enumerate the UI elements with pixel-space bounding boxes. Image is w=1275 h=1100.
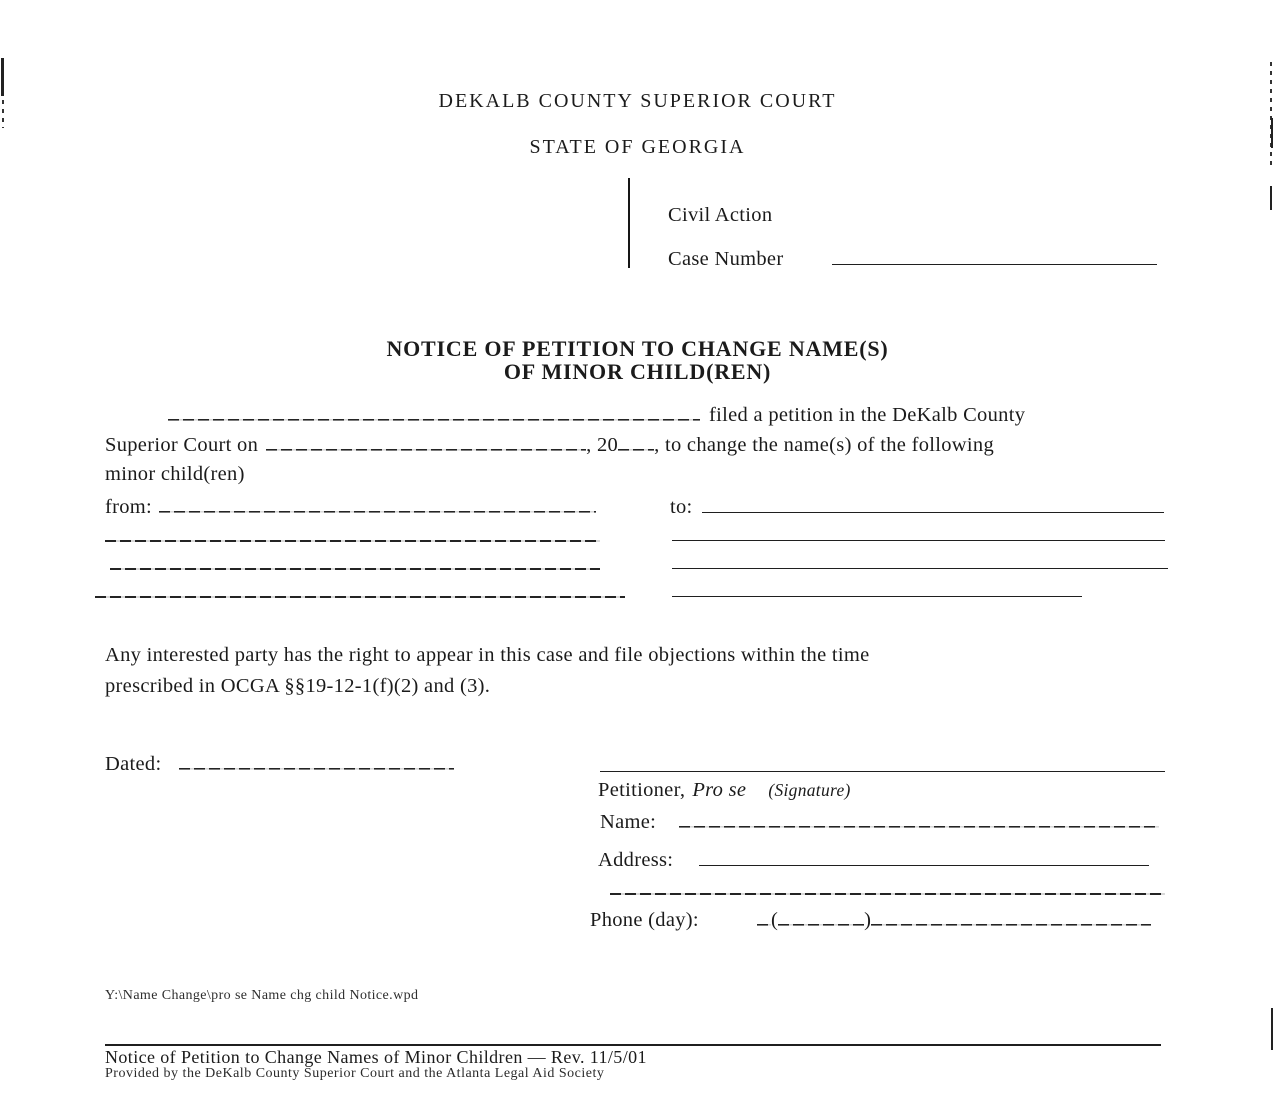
case-number-label: Case Number <box>668 247 784 270</box>
case-number-field[interactable] <box>832 243 1157 265</box>
objection-line2: prescribed in OCGA §§19-12-1(f)(2) and (3). <box>105 675 491 697</box>
phone-open-paren: ( <box>770 908 779 931</box>
phone-label: Phone (day): <box>590 908 699 931</box>
name-row <box>600 806 1159 837</box>
year-prefix: , 20 <box>586 433 619 456</box>
to-name-field-4[interactable] <box>672 596 1082 597</box>
caption-divider-line <box>628 178 630 268</box>
intro-line2-suffix: , to change the name(s) of the following <box>654 433 995 456</box>
dated-row <box>105 748 454 779</box>
intro-line1-text: filed a petition in the DeKalb County <box>709 403 1026 426</box>
from-name-field-3[interactable] <box>110 568 600 570</box>
petitioner-name-field[interactable] <box>168 399 700 421</box>
intro-line3: minor child(ren) <box>105 463 245 485</box>
objection-line1: Any interested party has the right to appear in this case and file objections within the time <box>105 644 870 666</box>
petitioner-label: Petitioner, <box>598 779 686 801</box>
to-row-1 <box>670 491 1164 522</box>
from-name-field-2[interactable] <box>105 540 600 542</box>
notice-title-line2: OF MINOR CHILD(REN) <box>503 359 772 384</box>
address-row <box>598 844 1149 875</box>
year-field[interactable] <box>618 429 654 451</box>
name-field[interactable] <box>679 806 1159 828</box>
filing-date-field[interactable] <box>266 429 586 451</box>
intro-line2 <box>105 429 994 460</box>
phone-area-code-field[interactable] <box>778 904 864 926</box>
pro-se-label: Pro se <box>692 779 747 801</box>
civil-action-label: Civil Action <box>668 204 773 226</box>
phone-close-paren: ) <box>864 908 872 931</box>
file-path-text: Y:\Name Change\pro se Name chg child Notice.wpd <box>105 988 419 1003</box>
phone-prefix-blank[interactable] <box>757 904 771 926</box>
from-name-field-1[interactable] <box>159 491 596 513</box>
address-field-2[interactable] <box>610 893 1165 895</box>
from-label: from: <box>105 495 153 518</box>
intro-line1 <box>105 399 1025 430</box>
footer-provided-by: Provided by the DeKalb County Superior Court and the Atlanta Legal Aid Society <box>105 1066 605 1081</box>
intro-line2-prefix: Superior Court on <box>105 433 259 456</box>
to-name-field-2[interactable] <box>672 540 1165 541</box>
phone-number-field[interactable] <box>871 904 1151 926</box>
scan-artifact <box>1271 1008 1273 1050</box>
address-field[interactable] <box>699 844 1149 866</box>
court-name-heading: DEKALB COUNTY SUPERIOR COURT <box>438 90 837 112</box>
from-name-field-4[interactable] <box>95 596 625 598</box>
dated-field[interactable] <box>179 748 454 770</box>
state-heading: STATE OF GEORGIA <box>529 136 746 158</box>
from-row-1 <box>105 491 596 522</box>
scan-artifact <box>1270 186 1272 210</box>
address-label: Address: <box>598 848 674 871</box>
to-name-field-3[interactable] <box>672 568 1168 569</box>
to-name-field-1[interactable] <box>702 491 1164 513</box>
name-label: Name: <box>600 810 657 833</box>
signature-caption: (Signature) <box>768 780 851 800</box>
to-label: to: <box>670 495 693 518</box>
case-number-row <box>668 243 1157 274</box>
footer-doc-reference: Notice of Petition to Change Names of Minor Children — Rev. 11/5/01 <box>105 1047 647 1067</box>
notice-title-line1: NOTICE OF PETITION TO CHANGE NAME(S) <box>386 336 889 361</box>
dated-label: Dated: <box>105 752 162 775</box>
signature-caption-row <box>598 775 851 805</box>
signature-field[interactable] <box>600 771 1165 772</box>
footer-rule <box>105 1044 1161 1046</box>
phone-row <box>590 904 1151 935</box>
